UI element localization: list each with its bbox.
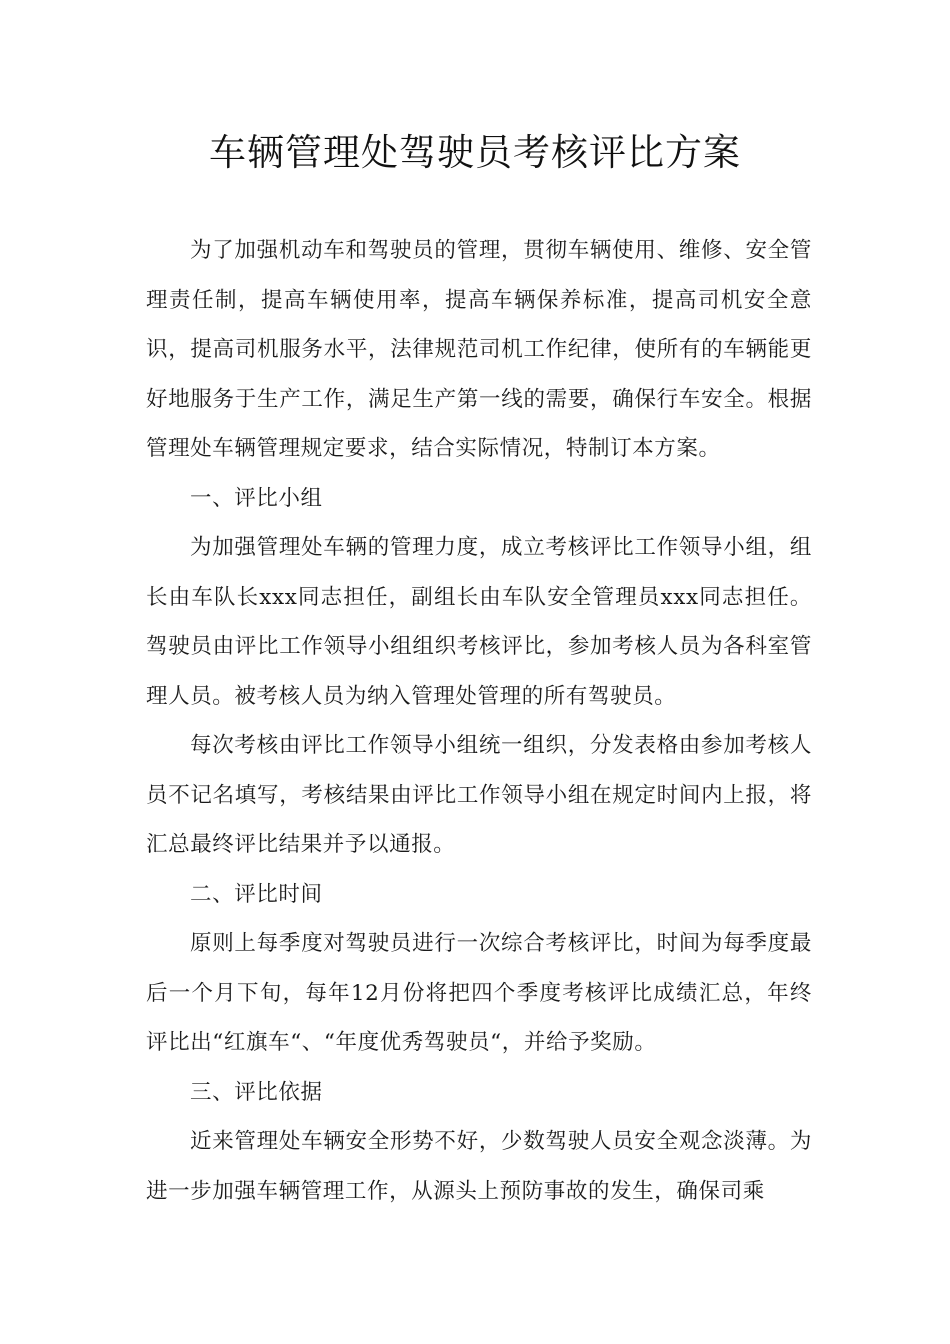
evaluation-time-paragraph: 原则上每季度对驾驶员进行一次综合考核评比，时间为每季度最后一个月下旬，每年12月份将把四个季度考核评比成绩汇总，年终评比出“红旗车“、“年度优秀驾驶员“，并给予奖励。 (146, 931, 812, 1055)
evaluation-basis-paragraph: 近来管理处车辆安全形势不好，少数驾驶人员安全观念淡薄。为进一步加强车辆管理工作，从源头上预防事故的发生，确保司乘 (146, 1129, 812, 1204)
section-heading-evaluation-basis: 三、评比依据 (190, 1079, 323, 1105)
document-title: 车辆管理处驾驶员考核评比方案 (209, 131, 741, 174)
section-heading-evaluation-group: 一、评比小组 (190, 485, 323, 511)
intro-paragraph: 为了加强机动车和驾驶员的管理，贯彻车辆使用、维修、安全管理责任制，提高车辆使用率，提高车辆保养标准，提高司机安全意识，提高司机服务水平，法律规范司机工作纪律，使所有的车辆能更好地服务于生产工作，满足生产第一线的需要，确保行车安全。根据管理处车辆管理规定要求，结合实际情况，特制订本方案。 (146, 238, 812, 461)
document-body (146, 226, 812, 1216)
evaluation-process-paragraph: 每次考核由评比工作领导小组统一组织，分发表格由参加考核人员不记名填写，考核结果由评比工作领导小组在规定时间内上报，将汇总最终评比结果并予以通报。 (146, 733, 812, 857)
evaluation-group-paragraph: 为加强管理处车辆的管理力度，成立考核评比工作领导小组，组长由车队长xxx同志担任，副组长由车队安全管理员xxx同志担任。驾驶员由评比工作领导小组组织考核评比，参加考核人员为各科室管理人员。被考核人员为纳入管理处管理的所有驾驶员。 (146, 535, 812, 709)
section-heading-evaluation-time: 二、评比时间 (190, 881, 323, 907)
